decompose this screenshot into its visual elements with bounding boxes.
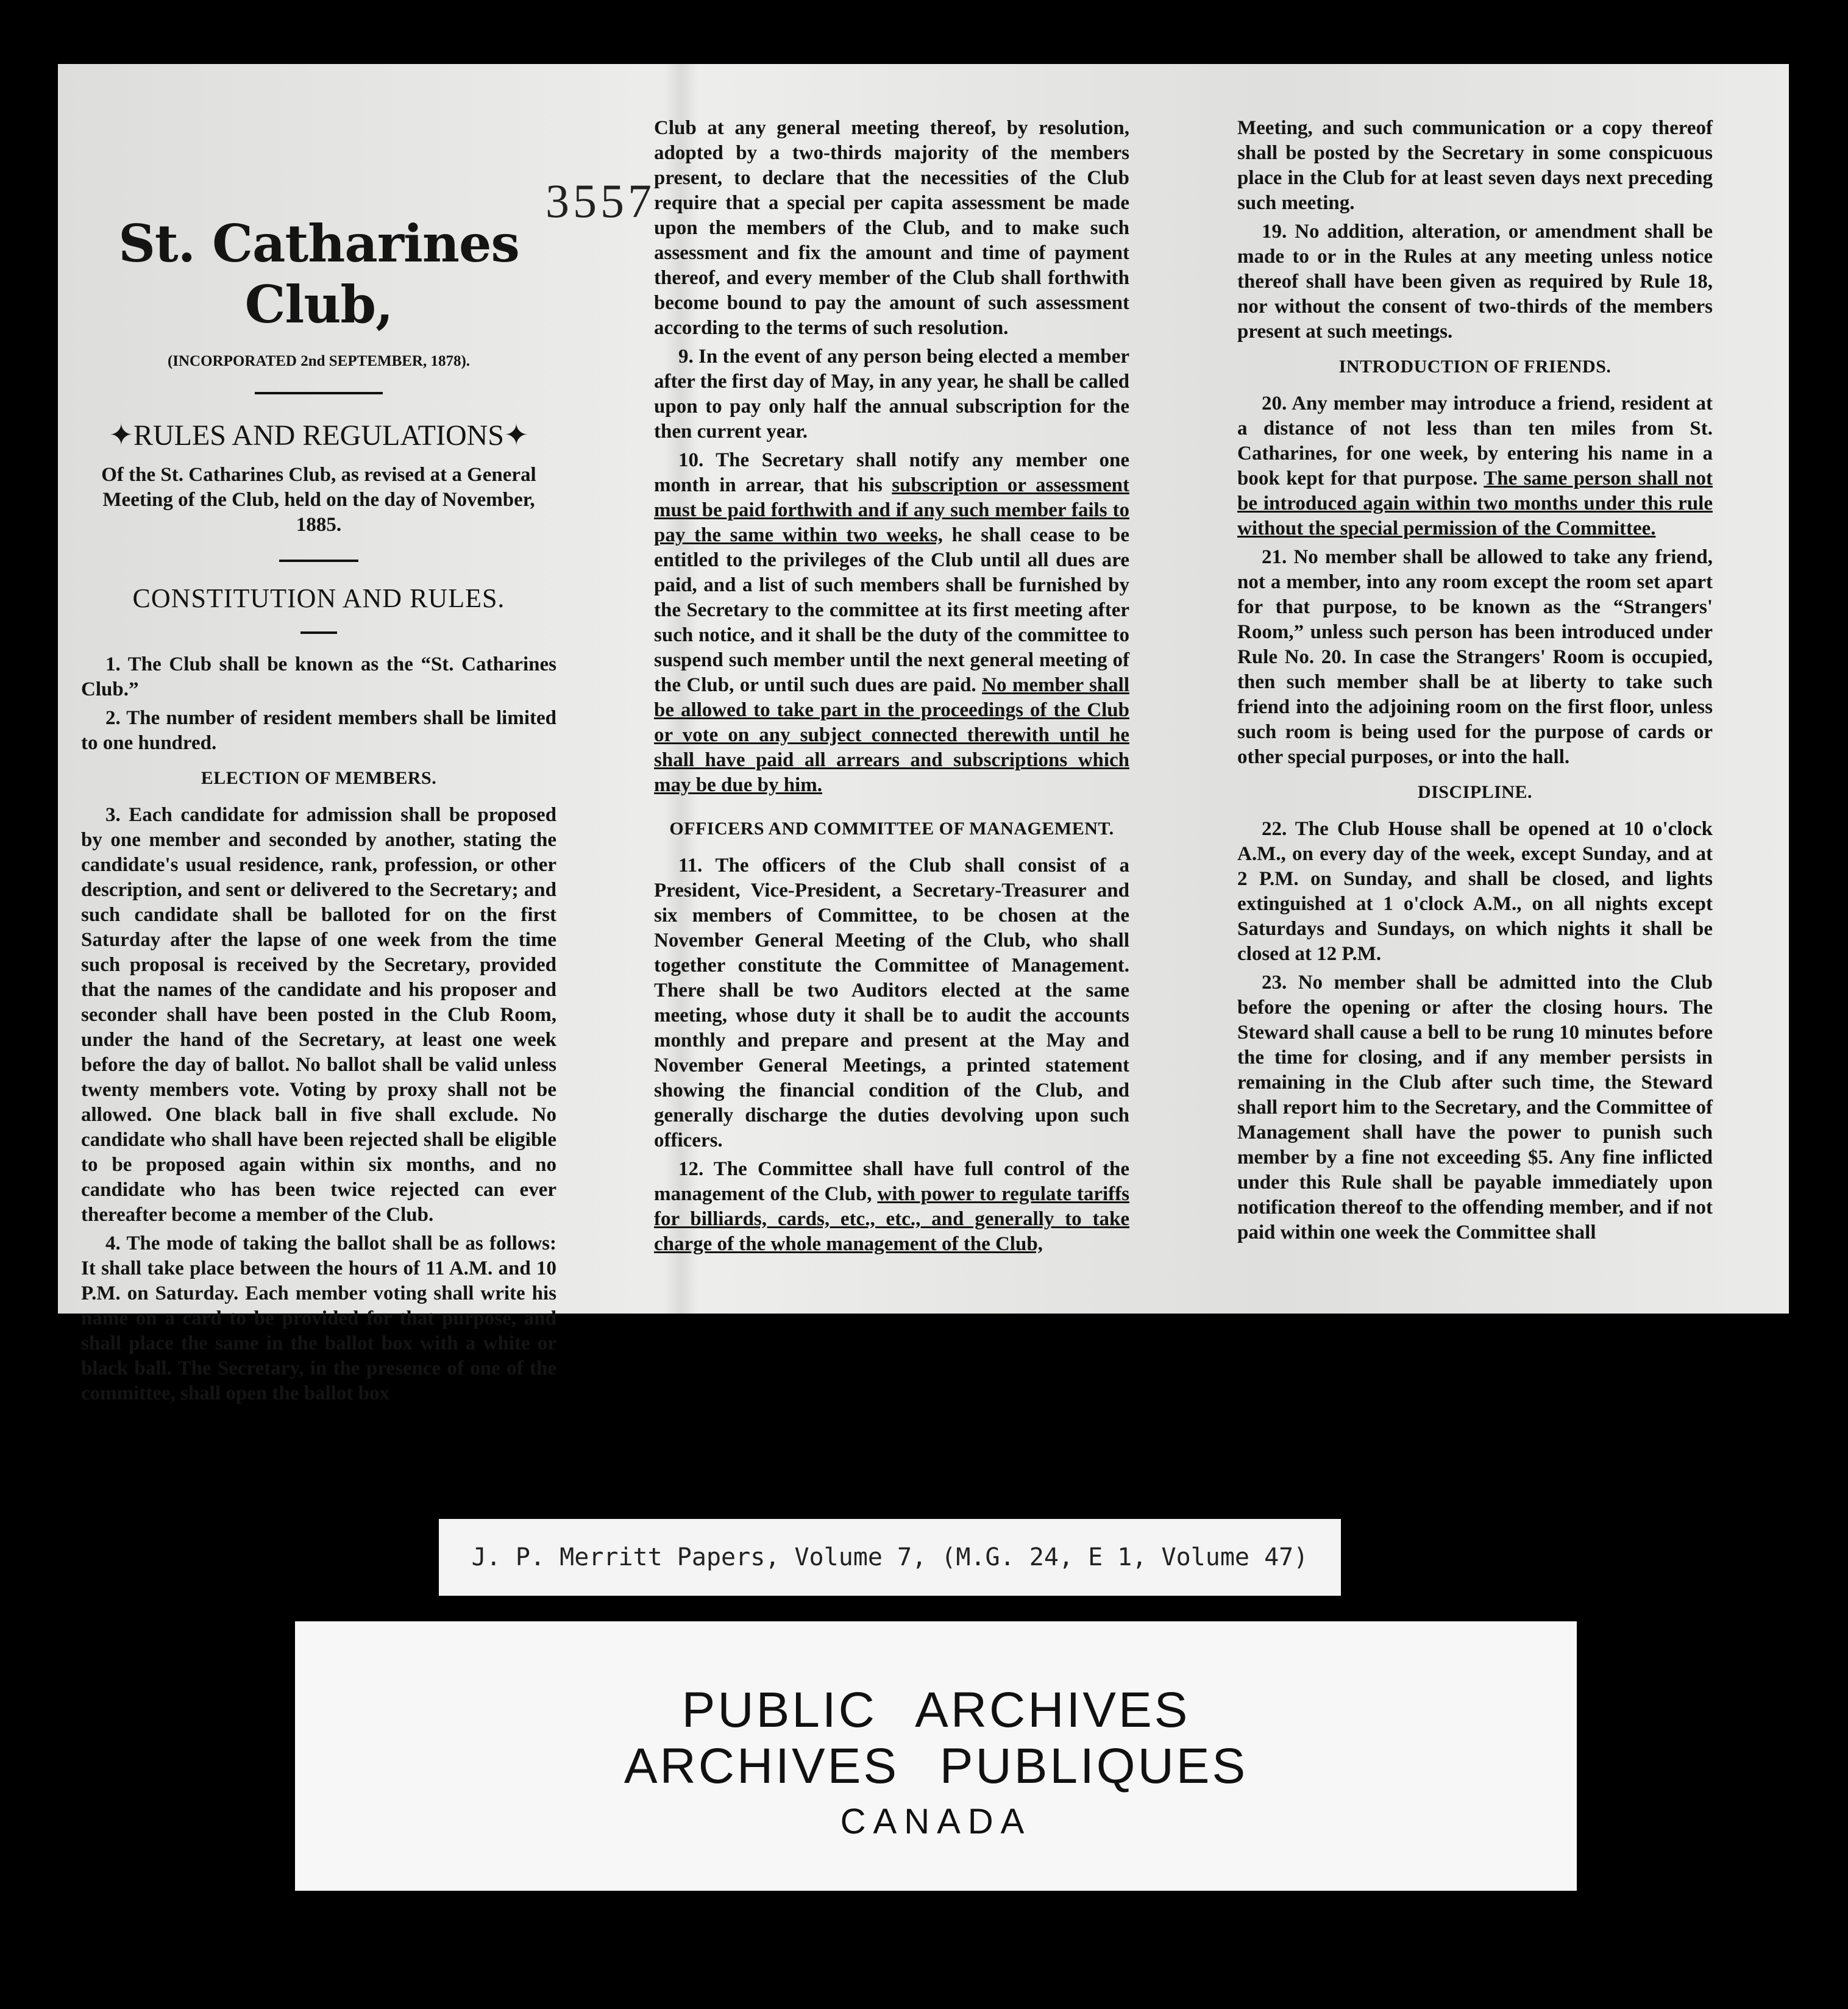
constitution-heading: CONSTITUTION AND RULES.: [132, 583, 505, 613]
document-page: [58, 64, 1789, 1404]
column-right: [1237, 116, 1713, 1249]
rule-8-continued: Club at any general meeting thereof, by resolution, adopted by a two-thirds majority of the members present, to declare that the necessities of the Club require that a special per capita assessment be made upon the members of the Club, and to make such assessment and fix the amount and time of payment thereof, and every member of the Club shall forthwith become bound to pay the amount of such assessment according to the terms of such resolution.: [654, 117, 1129, 339]
ornament-divider: [255, 392, 383, 394]
divider: [279, 560, 358, 562]
rule-4: 4. The mode of taking the ballot shall be as follows: It shall take place between the hours of 11 A.M. and 10 P.M. on Saturday. Each member voting shall write his name on a card to be provided for that purpose, and shall place the same in the ballot box with a white or black ball. The Secretary, in the presence of one of the committee, shall open the ballot box: [81, 1232, 556, 1404]
rule-22: 22. The Club House shall be opened at 10 o'clock A.M., on every day of the week, except Sunday, and at 2 P.M. on Sunday, and shall be closed, and lights extinguished at 1 o'clock A.M., on all nights except Saturdays and Sundays, on which nights it shall be closed at 12 P.M.: [1237, 818, 1713, 965]
section-heading-friends: INTRODUCTION OF FRIENDS.: [1338, 357, 1612, 377]
rule-10-part: he shall cease to be entitled to the privileges of the Club until all dues are paid, and a list of such members shall be furnished by the Secretary to the committee at its first meeting after such notice, and it shall be the duty of the committee to suspend such member until the next general meeting of the Club, or until such dues are paid.: [654, 524, 1129, 696]
rules-heading: ✦RULES AND REGULATIONS✦: [108, 419, 529, 452]
rule-12: [654, 1157, 1129, 1257]
rule-1: 1. The Club shall be known as the “St. Catharines Club.”: [81, 653, 556, 700]
rule-11: 11. The officers of the Club shall consist of a President, Vice-President, a Secretary-Treasurer and six members of Committee, to be chosen at the November General Meeting of the Club, who shall together constitute the Committee of Management. There shall be two Auditors elected at the same meeting, whose duty it shall be to audit the accounts monthly and prepare and present at the May and November General Meetings, a printed statement showing the financial condition of the Club, and generally discharge the duties devolving upon such officers.: [654, 855, 1129, 1151]
document-number: 3557: [546, 174, 655, 227]
rule-2: 2. The number of resident members shall be limited to one hundred.: [81, 707, 556, 754]
archives-country: CANADA: [840, 1802, 1032, 1841]
archives-english: PUBLIC ARCHIVES: [681, 1682, 1190, 1738]
rule-10-underlined: subscription or assessment must be paid forthwith and if any such member fails to pay the same within two weeks,: [654, 474, 1129, 546]
subtitle: Of the St. Catharines Club, as revised at a General Meeting of the Club, held on the day of November, 1885.: [101, 464, 536, 536]
rule-18-continued: Meeting, and such communication or a copy thereof shall be posted by the Secretary in some conspicuous place in the Club for at least seven days next preceding such meeting.: [1237, 117, 1713, 214]
rule-20-underlined: The same person shall not be introduced again within two months under this rule without the special permission of the Committee.: [1237, 468, 1713, 539]
divider: [300, 631, 337, 634]
incorporation-line: (INCORPORATED 2nd SEPTEMBER, 1878).: [167, 353, 471, 369]
column-middle: [654, 116, 1129, 1261]
rule-12-underlined: with power to regulate tariffs for billiards, cards, etc., etc., and generally to take charge of the whole management of the Club,: [654, 1183, 1129, 1255]
archives-label: [295, 1621, 1577, 1891]
rule-10-part: 10. The Secretary shall notify any member one month in arrear, that his: [654, 449, 1129, 496]
section-heading-officers: OFFICERS AND COMMITTEE OF MANAGEMENT.: [669, 819, 1114, 839]
rule-20: [1237, 391, 1713, 541]
rule-21: 21. No member shall be allowed to take any friend, not a member, into any room except the room set apart for that purpose, to be known as the “Strangers' Room,” unless such person has been introduced under Rule No. 20. In case the Strangers' Room is occupied, then such member shall be at liberty to take such friend into the adjoining room on the first floor, unless such room is being used for the purpose of cards or other special purposes, or into the hall.: [1237, 546, 1713, 768]
club-title: St. Catharines Club,: [118, 213, 519, 335]
rule-10-underlined: No member shall be allowed to take part in the proceedings of the Club or vote on any subject connected therewith until he shall have paid all arrears and subscriptions which may be due by him.: [654, 674, 1129, 796]
rule-3: 3. Each candidate for admission shall be proposed by one member and seconded by another, stating the candidate's usual residence, rank, profession, or other description, and sent or delivered to the Secretary; and such candidate shall be balloted for on the first Saturday after the lapse of one week from the time such proposal is received by the Secretary, provided that the names of the candidate and his proposer and seconder shall have been posted in the Club Room, under the hand of the Secretary, at least one week before the day of ballot. No ballot shall be valid unless twenty members vote. Voting by proxy shall not be allowed. One black ball in five shall exclude. No candidate who shall have been rejected shall be eligible to be proposed again within six months, and no candidate who has been twice rejected can ever thereafter become a member of the Club.: [81, 804, 556, 1226]
rule-19: 19. No addition, alteration, or amendment shall be made to or in the Rules at any meeting unless notice thereof shall have been given as required by Rule 18, nor without the consent of two-thirds of the members present at such meetings.: [1237, 221, 1713, 343]
rule-20-part: 20. Any member may introduce a friend, resident at a distance of not less than ten miles from St. Catharines, for one week, by entering his name in a book kept for that purpose.: [1237, 393, 1713, 489]
rule-9: 9. In the event of any person being elected a member after the first day of May, in any year, he shall be called upon to pay only half the annual subscription for the then current year.: [654, 346, 1129, 443]
rule-10: [654, 448, 1129, 798]
collection-label: J. P. Merritt Papers, Volume 7, (M.G. 24, E 1, Volume 47): [439, 1519, 1341, 1596]
rule-12-part: 12. The Committee shall have full control of the management of the Club,: [654, 1158, 1129, 1205]
rule-23: 23. No member shall be admitted into the Club before the opening or after the closing hours. The Steward shall cause a bell to be rung 10 minutes before the time for closing, and if any member persists in remaining in the Club after such time, the Steward shall report him to the Secretary, and the Committee of Management shall have the power to punish such member by a fine not exceeding $5. Any fine inflicted under this Rule shall be payable immediately upon notification thereof to the offending member, and if not paid within one week the Committee shall: [1237, 972, 1713, 1243]
section-heading-discipline: DISCIPLINE.: [1417, 782, 1533, 802]
column-left: [81, 122, 556, 1410]
archives-french: ARCHIVES PUBLIQUES: [624, 1738, 1248, 1794]
section-heading-election: ELECTION OF MEMBERS.: [201, 768, 437, 788]
